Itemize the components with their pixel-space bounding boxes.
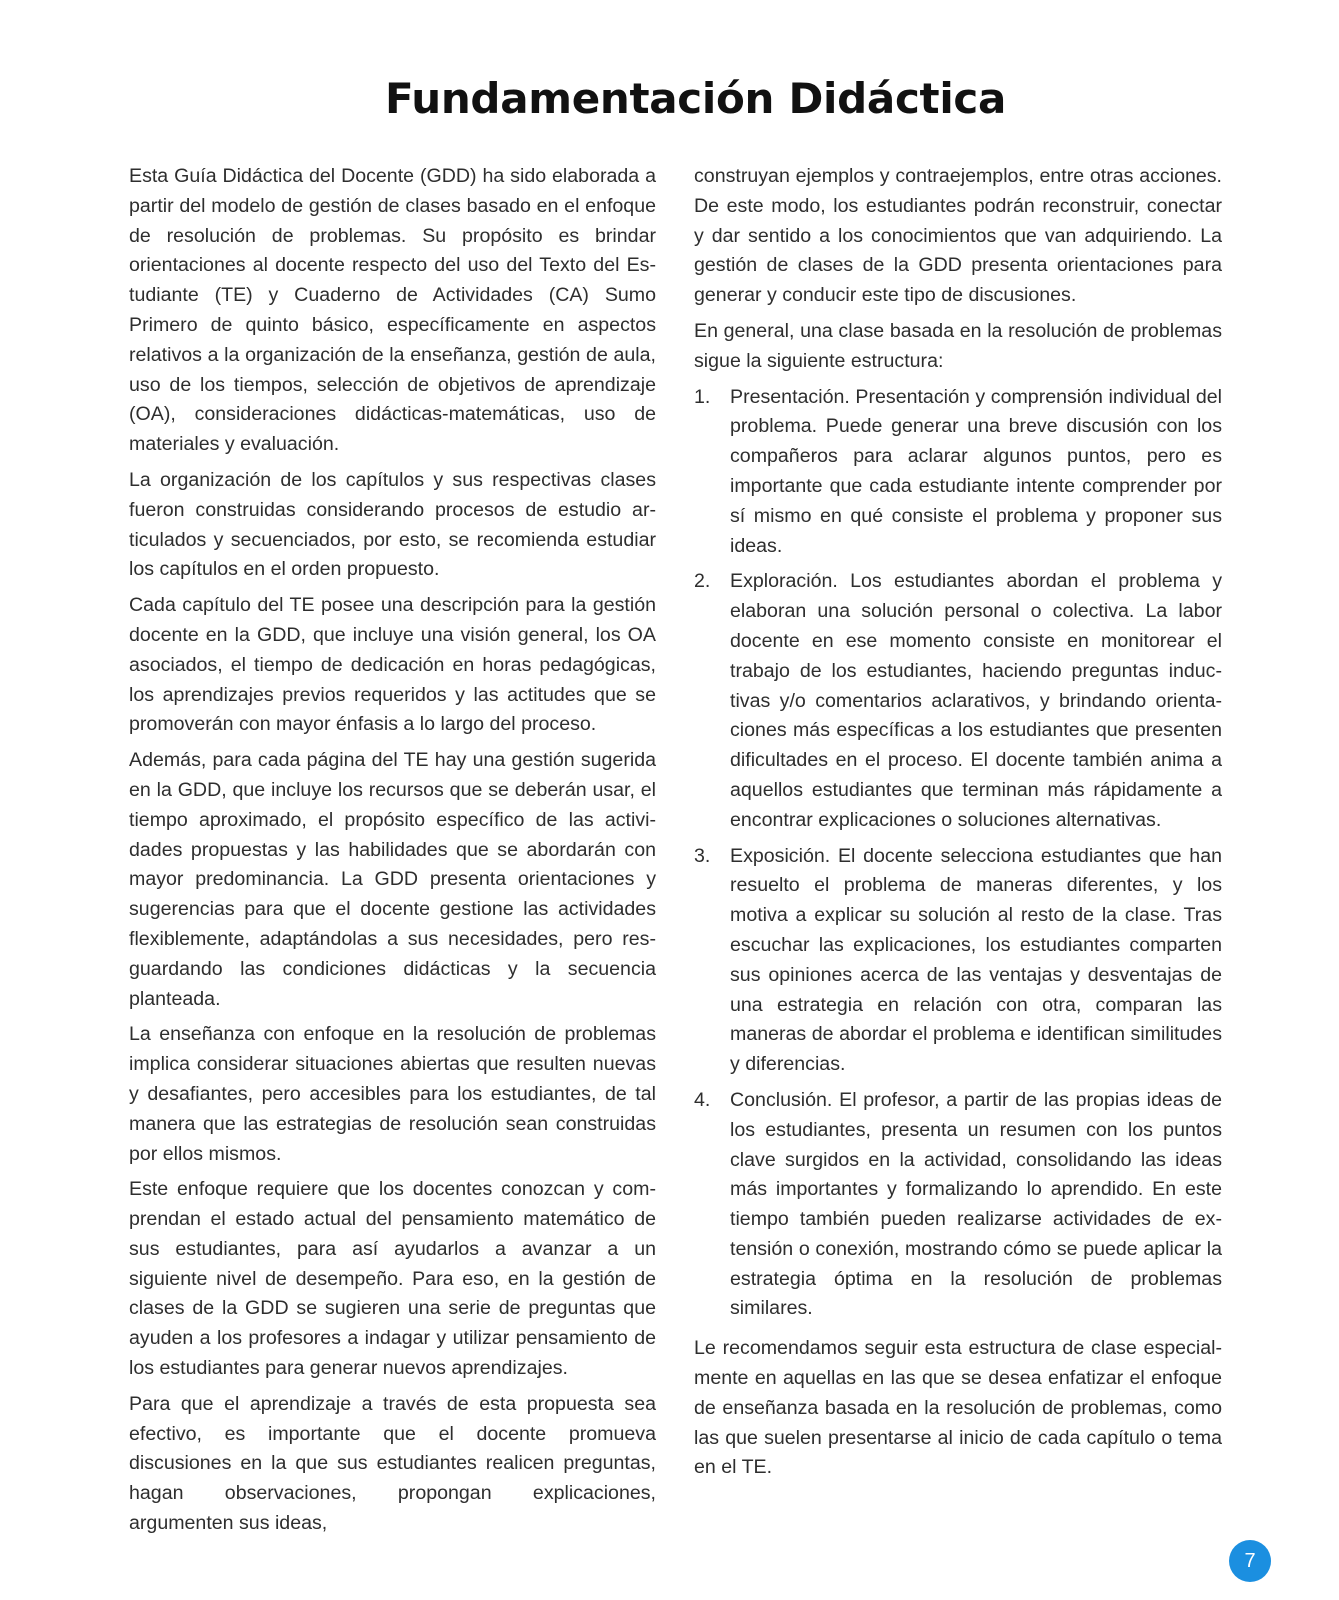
list-item-text: Conclusión. El profesor, a partir de las propias ideas de los estudiantes, presenta un resumen con los puntos clave surgidos en la actividad, consolidando las ideas más importantes y formalizando lo aprendido. En este tiempo también pueden realizarse actividades de extensión o conexión, mostrando cómo se puede aplicar la estrategia óptima en la resolución de problemas similares. [730,1088,1222,1320]
list-item-text: Exploración. Los estudiantes abordan el problema y elaboran una solución personal o colectiva. La labor docente en ese momento consiste en monitorear el trabajo de los estudiantes, haciendo preguntas inductivas y/o comentarios aclarativos, y brindando orientaciones más específicas a los estudiantes que presenten dificultades en el proceso. El docente también anima a aquellos estudiantes que terminan más rápidamente a encontrar explicaciones o soluciones alternativas. [730,570,1222,831]
class-structure-list [694,383,1222,1325]
page-title: Fundamentación Didáctica [384,74,1007,123]
list-item-number: 3. [694,844,711,867]
paragraph: Le recomendamos seguir esta estructura de clase especialmente en aquellas en las que se desea enfatizar el enfoque de enseñanza basada en la resolución de problemas, como las que suelen presentarse al inicio de cada capítulo o tema en el TE. [694,1337,1222,1479]
list-item [694,383,1222,562]
list-item [694,842,1222,1080]
paragraph: Para que el aprendizaje a través de esta propuesta sea efectivo, es importante que el docente promueva discusiones en la que sus estudiantes realicen preguntas, hagan observaciones, propongan explicaciones, argumenten sus ideas, [129,1392,656,1535]
list-item-number: 4. [694,1088,711,1111]
list-item-text: Presentación. Presentación y comprensión individual del problema. Puede generar una breve discusión con los compañeros para aclarar algunos puntos, pero es importante que cada estudiante intente comprender por sí mismo en qué consiste el problema y proponer sus ideas. [730,385,1222,557]
list-item [694,1086,1222,1324]
paragraph: construyan ejemplos y contraejemplos, entre otras acciones. De este modo, los estudiantes podrán reconstruir, conectar y dar sentido a los conocimientos que van adquiriendo. La gestión de clases de la GDD presenta orientaciones para generar y conducir este tipo de discusiones. [694,165,1222,307]
paragraph: Este enfoque requiere que los docentes conozcan y comprendan el estado actual del pensamiento matemático de sus estudiantes, para así ayudarlos a avanzar a un siguiente nivel de desempeño. Para eso, en la gestión de clases de la GDD se sugieren una serie de preguntas que ayuden a los profesores a indagar y utilizar pensamiento de los estudiantes para generar nuevos aprendizajes. [129,1178,656,1380]
paragraph: En general, una clase basada en la resolución de problemas sigue la siguiente estructura: [694,319,1222,372]
page-number-badge: 7 [1229,1540,1271,1582]
paragraph: La enseñanza con enfoque en la resolución de problemas implica considerar situaciones abiertas que resulten nuevas y desafiantes, pero accesibles para los estudiantes, de tal manera que las estrategias de resolución sean construidas por ellos mismos. [129,1023,656,1165]
paragraph: Esta Guía Didáctica del Docente (GDD) ha sido elaborada a partir del modelo de gestión de clases basado en el enfoque de resolución de problemas. Su propósito es brindar orientaciones al docente respecto del uso del Texto del Estudiante (TE) y Cuaderno de Actividades (CA) Sumo Primero de quinto básico, específicamente en aspectos relativos a la organización de la enseñanza, gestión de aula, uso de los tiempos, selección de objetivos de aprendizaje (OA), consideraciones didácticas-matemáticas, uso de materiales y evaluación. [129,165,656,456]
paragraph: La organización de los capítulos y sus respectivas clases fueron construidas considerando procesos de estudio articulados y secuenciados, por esto, se recomienda estudiar los capítulos en el orden propuesto. [129,468,656,581]
list-item-number: 2. [694,570,711,593]
right-column [694,162,1222,1489]
list-item-number: 1. [694,385,711,408]
paragraph: Cada capítulo del TE posee una descripción para la gestión docente en la GDD, que incluye una visión general, los OA asociados, el tiempo de dedicación en horas pedagógicas, los aprendizajes previos requeridos y las actitudes que se promoverán con mayor énfasis a lo largo del proceso. [129,594,656,736]
left-column [129,162,656,1545]
list-item-text: Exposición. El docente selecciona estudiantes que han resuelto el problema de maneras diferentes, y los motiva a explicar su solución al resto de la clase. Tras escuchar las explicaciones, los estudiantes comparten sus opiniones acerca de las ventajas y desventajas de una estrategia en relación con otra, comparan las maneras de abordar el problema e identifican similitudes y diferencias. [730,844,1222,1076]
paragraph: Además, para cada página del TE hay una gestión sugerida en la GDD, que incluye los recursos que se deberán usar, el tiempo aproximado, el propósito específico de las actividades propuestas y las habilidades que se abordarán con mayor predominancia. La GDD presenta orientaciones y sugerencias para que el docente gestione las actividades flexiblemente, adaptándolas a sus necesidades, pero resguardando las condiciones didácticas y la secuencia planteada. [129,749,656,1010]
list-item [694,567,1222,835]
